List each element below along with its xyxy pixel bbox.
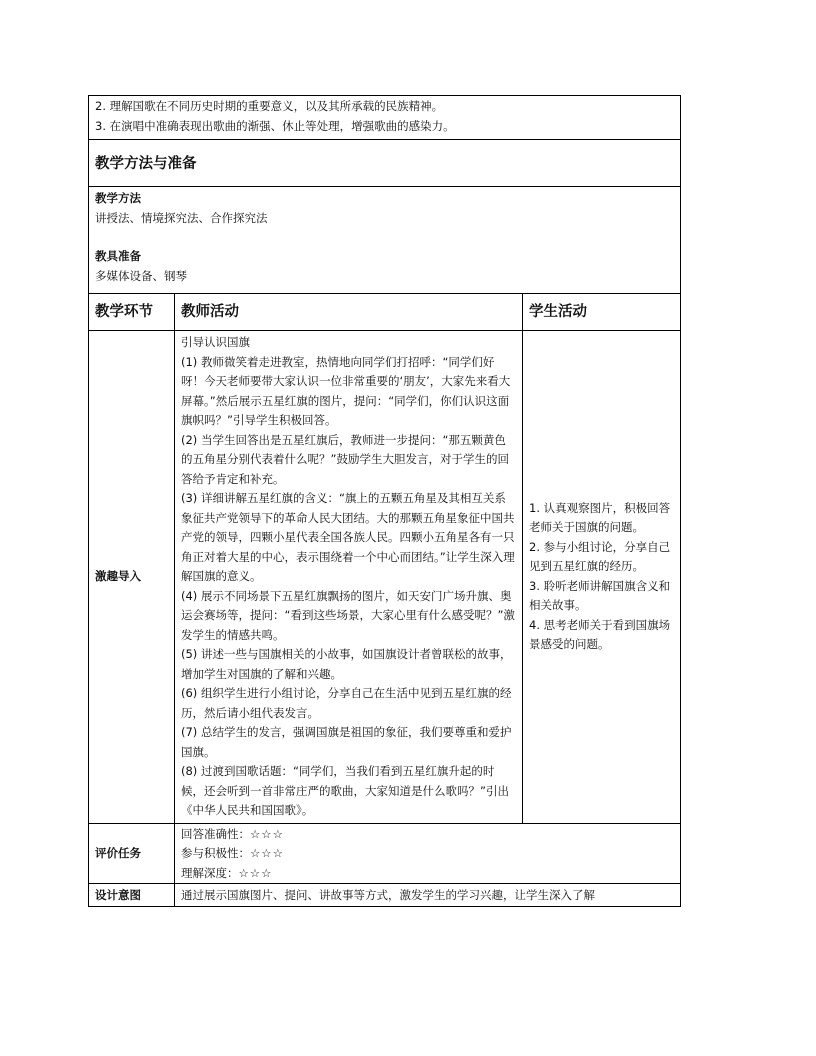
teacher-step-4: (4) 展示不同场景下五星红旗飘扬的图片，如天安门广场升旗、奥运会赛场等，提问：“看到这些场景，大家心里有什么感受呢？”激发学生的情感共鸣。 [181,588,515,642]
methods-title-row [89,140,681,187]
teacher-step-5: (5) 讲述一些与国旗相关的小故事，如国旗设计者曾联松的故事，增加学生对国旗的了解和兴趣。 [181,647,512,681]
eval-item [181,825,674,845]
teacher-step-2: (2) 当学生回答出是五星红旗后，教师进一步提问：“那五颗黄色的五角星分别代表着什么呢？”鼓励学生大胆发言，对于学生的回答给予肯定和补充。 [181,432,509,486]
student-activity [523,331,681,824]
tools-label: 教具准备 [95,249,141,263]
teacher-step-3: (3) 详细讲解五星红旗的含义：“旗上的五颗五角星及其相互关系象征共产党领导下的革命人民大团结。大的那颗五角星象征中国共产党的领导，四颗小星代表全国各族人民。四颗小五角星各有一只角正对着大星的中心，表示围绕着一个中心而团结。”让学生深入理解国旗的意义。 [181,491,515,583]
intro-row [89,331,681,824]
stage-intro: 激趣导入 [89,331,175,824]
student-item-1: 1. 认真观察图片，积极回答老师关于国旗的问题。 [529,500,671,535]
design-row [89,884,681,907]
methods-section-title: 教学方法与准备 [89,140,681,187]
method-text: 讲授法、情境探究法、合作探究法 [95,210,268,225]
goal-item-3: 3. 在演唱中准确表现出歌曲的渐强、休止等处理，增强歌曲的感染力。 [95,118,455,133]
goal-item-2: 2. 理解国歌在不同历史时期的重要意义，以及其所承载的民族精神。 [95,99,444,113]
header-teacher: 教师活动 [175,294,523,331]
teacher-step-7: (7) 总结学生的发言，强调国旗是祖国的象征，我们要尊重和爱护国旗。 [181,725,512,759]
eval-item-name: 回答准确性： [181,826,250,841]
evaluation-label: 评价任务 [89,823,175,884]
goals-row [89,96,681,140]
eval-item [181,844,674,864]
teacher-activity-heading: 引导认识国旗 [181,335,250,349]
methods-content-row [89,187,681,294]
tools-text: 多媒体设备、钢琴 [95,268,187,283]
header-stage: 教学环节 [89,294,175,331]
lesson-plan-document [88,95,680,907]
eval-item-name: 参与积极性： [181,846,250,860]
evaluation-row [89,823,681,884]
design-text: 通过展示国旗图片、提问、讲故事等方式，激发学生的学习兴趣，让学生深入了解 [175,884,681,907]
header-student: 学生活动 [523,294,681,331]
eval-stars: ☆☆☆ [250,846,284,860]
lesson-plan-table [88,95,681,907]
eval-item-name: 理解深度： [181,865,239,880]
eval-stars: ☆☆☆ [238,865,273,880]
design-label: 设计意图 [89,884,175,907]
eval-item [181,864,674,884]
teacher-step-8: (8) 过渡到国歌话题：“同学们，当我们看到五星红旗升起的时候，还会听到一首非常庄严的歌曲，大家知道是什么歌吗？”引出《中华人民共和国国歌》。 [181,764,509,817]
method-label: 教学方法 [95,191,141,205]
teacher-step-6: (6) 组织学生进行小组讨论，分享自己在生活中见到五星红旗的经历，然后请小组代表发言。 [181,686,512,720]
eval-stars: ☆☆☆ [250,826,284,841]
teacher-activity [175,331,523,824]
student-item-3: 3. 聆听老师讲解国旗含义和相关故事。 [529,578,671,613]
student-item-4: 4. 思考老师关于看到国旗场景感受的问题。 [529,617,671,652]
table-header-row [89,294,681,331]
teacher-step-1: (1) 教师微笑着走进教室，热情地向同学们打招呼：“同学们好呀！今天老师要带大家认识一位非常重要的‘朋友’，大家先来看大屏幕。”然后展示五星红旗的图片，提问：“同学们，你们认识这面旗帜吗？”引导学生积极回答。 [181,354,511,427]
student-item-2: 2. 参与小组讨论，分享自己见到五星红旗的经历。 [529,539,671,574]
